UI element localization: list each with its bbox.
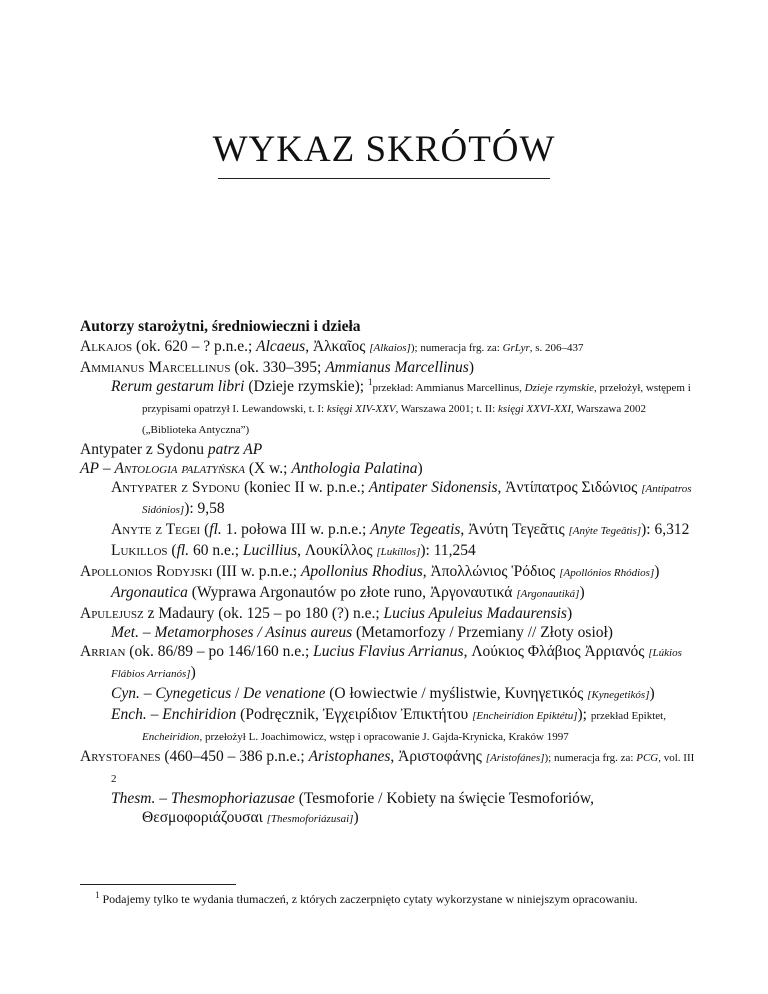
footnote	[80, 891, 692, 907]
entry-rerum-gestarum: Rerum gestarum libri (Dzieje rzymskie); $^1$przekład: Ammianus Marcellinus, Dzieje rzymskie, przełożył, wstępem i przypisami opatrzył I. Lewandowski, t. I: księgi XIV-XXV, Warszawa 2001; t. II: księgi XXVI-XXI, Warszawa 2002 („Biblioteka Antyczna”)	[111, 376, 691, 436]
entry-enchiridion: Ench. – Enchiridion (Podręcznik, Ἐγχειρίδιον Ἐπικτήτου [Encheirídion Epiktétu]); przekład Epiktet, Encheiridion, przełożył L. Joachimowicz, wstęp i opracowanie J. Gajda-Krynicka, Kraków 1997	[111, 706, 666, 743]
footnote-separator	[80, 884, 236, 885]
entry-argonautica: Argonautica (Wyprawa Argonautów po złote runo, Ἀργοναυτικά [Argonautiká])	[111, 584, 585, 601]
abbreviation-list	[80, 337, 700, 829]
entry-antypater-ref: Antypater z Sydonu patrz AP	[80, 441, 263, 458]
entry-anyte: Anyte z Tegei (fl. 1. połowa III w. p.n.e.; Anyte Tegeatis, Ἀνύτη Τεγεᾶτις [Anýte Tegeâtis]): 6,312	[111, 521, 690, 538]
footnote-text: Podajemy tylko te wydania tłumaczeń, z których zaczerpnięto cytaty wykorzystane w niniejszym opracowaniu.	[102, 892, 638, 906]
entry-arystofanes: Arystofanes (460–450 – 386 p.n.e.; Aristophanes, Ἀριστοφάνης [Aristofánes]); numeracja frg. za: PCG, vol. III 2	[80, 748, 695, 785]
entry-metamorphoses: Met. – Metamorphoses / Asinus aureus (Metamorfozy / Przemiany // Złoty osioł)	[111, 624, 613, 641]
entry-antypater: Antypater z Sydonu (koniec II w. p.n.e.; Antipater Sidonensis, Ἀντίπατρος Σιδώνιος [Antípatros Sidónios]): 9,58	[111, 479, 692, 517]
entry-thesmophoriazusae: Thesm. – Thesmophoriazusae (Tesmoforie / Kobiety na święcie Tesmoforiów, Θεσμοφοριάζουσαι [Thesmoforiázusai])	[111, 790, 594, 826]
page-title: WYKAZ SKRÓTÓW	[212, 129, 556, 170]
entry-ammianus: Ammianus Marcellinus (ok. 330–395; Ammianus Marcellinus)	[80, 359, 475, 376]
section-heading: Autorzy starożytni, średniowieczni i dzieła	[80, 318, 361, 335]
footnote-mark: 1	[95, 890, 100, 900]
entry-lukillos: Lukillos (fl. 60 n.e.; Lucillius, Λουκίλλος [Lukíllos]): 11,254	[111, 542, 476, 559]
entry-cynegeticus: Cyn. – Cynegeticus / De venatione (O łowiectwie / myślistwie, Κυνηγετικός [Kynegetikós])	[111, 685, 655, 702]
footnote-ref: 1	[367, 376, 373, 387]
title-underline	[218, 178, 550, 179]
entry-ap: AP – Antologia palatyńska (X w.; Anthologia Palatina)	[80, 460, 423, 477]
entry-alkajos: Alkajos (ok. 620 – ? p.n.e.; Alcaeus, Ἀλκαῖος [Alkaios]); numeracja frg. za: GrLyr, s. 206–437	[80, 338, 584, 355]
entry-arrian: Arrian (ok. 86/89 – po 146/160 n.e.; Lucius Flavius Arrianus, Λούκιος Φλάβιος Ἀρριανός [Lúkios Flábios Arrianós])	[80, 643, 682, 681]
entry-apulejusz: Apulejusz z Madaury (ok. 125 – po 180 (?) n.e.; Lucius Apuleius Madaurensis)	[80, 605, 573, 622]
entry-apollonios: Apollonios Rodyjski (III w. p.n.e.; Apollonius Rhodius, Ἀπολλώνιος Ῥόδιος [Apollónios Rhódios])	[80, 563, 660, 580]
